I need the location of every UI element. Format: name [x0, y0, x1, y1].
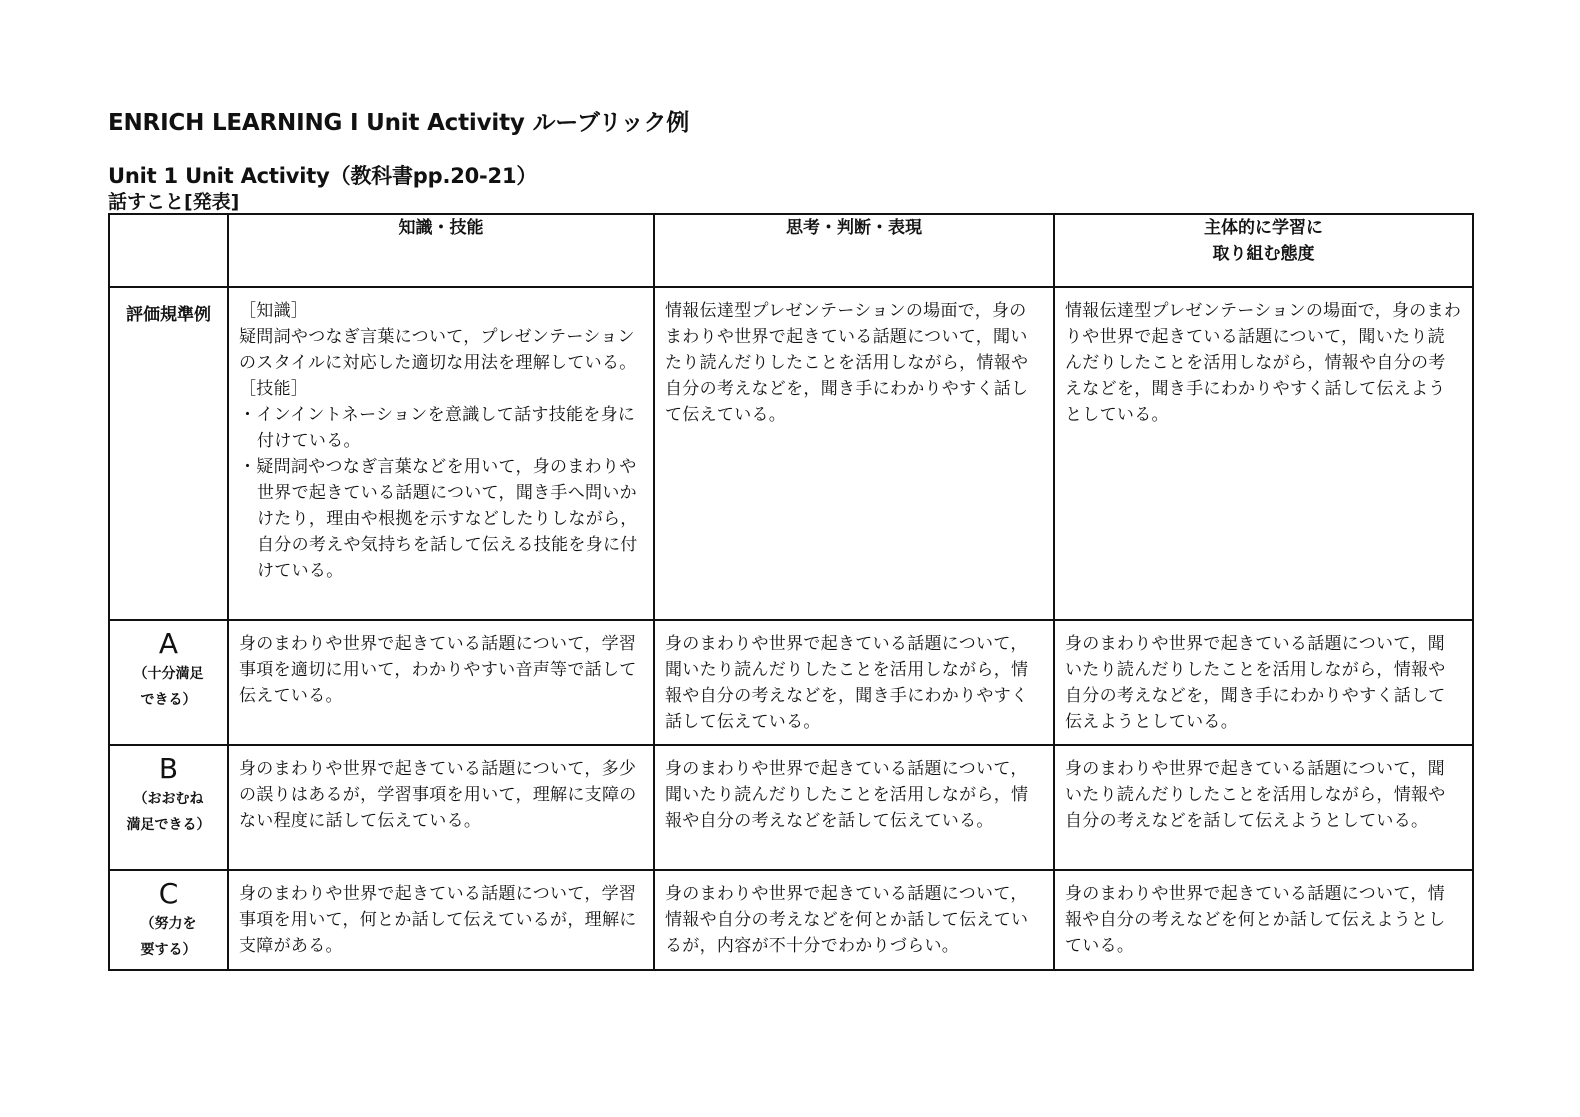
criteria-label-text: 評価規準例 — [126, 305, 211, 325]
header-attitude-line2: 取り組む態度 — [1212, 244, 1315, 264]
skill-bullet-1: ・インイントネーションを意識して話す技能を身に付けている。 — [239, 405, 636, 451]
criteria-thinking-cell: 情報伝達型プレゼンテーションの場面で，身のまわりや世界で起きている話題について，聞いたり読んだりしたことを活用しながら，情報や自分の考えなどを，聞き手にわかりやすく話して伝えている。 — [654, 287, 1054, 620]
grade-b-attitude: 身のまわりや世界で起きている話題について，聞いたり読んだりしたことを活用しながら，情報や自分の考えなどを話して伝えようとしている。 — [1054, 745, 1473, 870]
grade-a-letter: A — [158, 627, 179, 660]
grade-c-desc-1: （努力を — [140, 916, 197, 932]
grade-c-letter: C — [158, 877, 179, 910]
grade-c-desc-2: 要する） — [140, 942, 197, 958]
grade-b-desc-1: （おおむね — [133, 791, 204, 807]
header-row — [109, 214, 1473, 287]
skill-label: ［技能］ — [239, 379, 309, 399]
knowledge-text: 疑問詞やつなぎ言葉について，プレゼンテーションのスタイルに対応した適切な用法を理解している。 — [239, 327, 637, 373]
header-knowledge: 知識・技能 — [228, 214, 654, 287]
grade-c-knowledge: 身のまわりや世界で起きている話題について，学習事項を用いて，何とか話して伝えているが，理解に支障がある。 — [228, 870, 654, 970]
grade-a-thinking: 身のまわりや世界で起きている話題について，聞いたり読んだりしたことを活用しながら，情報や自分の考えなどを，聞き手にわかりやすく話して伝えている。 — [654, 620, 1054, 745]
knowledge-label: ［知識］ — [239, 301, 309, 321]
criteria-attitude-cell: 情報伝達型プレゼンテーションの場面で，身のまわりや世界で起きている話題について，聞いたり読んだりしたことを活用しながら，情報や自分の考えなどを，聞き手にわかりやすく話して伝えようとしている。 — [1054, 287, 1473, 620]
grade-a-desc-2: できる） — [140, 692, 197, 708]
grade-c-label — [109, 870, 228, 970]
grade-c-attitude: 身のまわりや世界で起きている話題について，情報や自分の考えなどを何とか話して伝えようとしている。 — [1054, 870, 1473, 970]
grade-a-desc-1: （十分満足 — [133, 666, 204, 682]
document-title: ENRICH LEARNING I Unit Activity ルーブリック例 — [108, 110, 690, 136]
grade-b-letter: B — [158, 752, 179, 785]
grade-b-desc-2: 満足できる） — [126, 817, 211, 833]
grade-b-knowledge: 身のまわりや世界で起きている話題について，多少の誤りはあるが，学習事項を用いて，理解に支障のない程度に話して伝えている。 — [228, 745, 654, 870]
grade-b-thinking: 身のまわりや世界で起きている話題について，聞いたり読んだりしたことを活用しながら，情報や自分の考えなどを話して伝えている。 — [654, 745, 1054, 870]
grade-row-a — [109, 620, 1473, 745]
criteria-knowledge-cell — [228, 287, 654, 620]
header-thinking: 思考・判断・表現 — [654, 214, 1054, 287]
grade-a-attitude: 身のまわりや世界で起きている話題について，聞いたり読んだりしたことを活用しながら，情報や自分の考えなどを，聞き手にわかりやすく話して伝えようとしている。 — [1054, 620, 1473, 745]
header-attitude-line1: 主体的に学習に — [1204, 218, 1323, 238]
grade-row-c — [109, 870, 1473, 970]
criteria-row — [109, 287, 1473, 620]
skill-title: 話すこと[発表] — [108, 191, 240, 213]
criteria-row-label — [109, 287, 228, 620]
grade-row-b — [109, 745, 1473, 870]
header-attitude — [1054, 214, 1473, 287]
grade-a-knowledge: 身のまわりや世界で起きている話題について，学習事項を適切に用いて，わかりやすい音声等で話して伝えている。 — [228, 620, 654, 745]
unit-title: Unit 1 Unit Activity（教科書pp.20-21） — [108, 164, 538, 188]
grade-c-thinking: 身のまわりや世界で起きている話題について，情報や自分の考えなどを何とか話して伝えているが，内容が不十分でわかりづらい。 — [654, 870, 1054, 970]
skill-bullet-2: ・疑問詞やつなぎ言葉などを用いて，身のまわりや世界で起きている話題について，聞き手へ問いかけたり，理由や根拠を示すなどしたりしながら，自分の考えや気持ちを話して伝える技能を身に付けている。 — [239, 457, 638, 581]
rubric-table — [108, 213, 1474, 971]
grade-a-label — [109, 620, 228, 745]
grade-b-label — [109, 745, 228, 870]
header-corner — [109, 214, 228, 287]
